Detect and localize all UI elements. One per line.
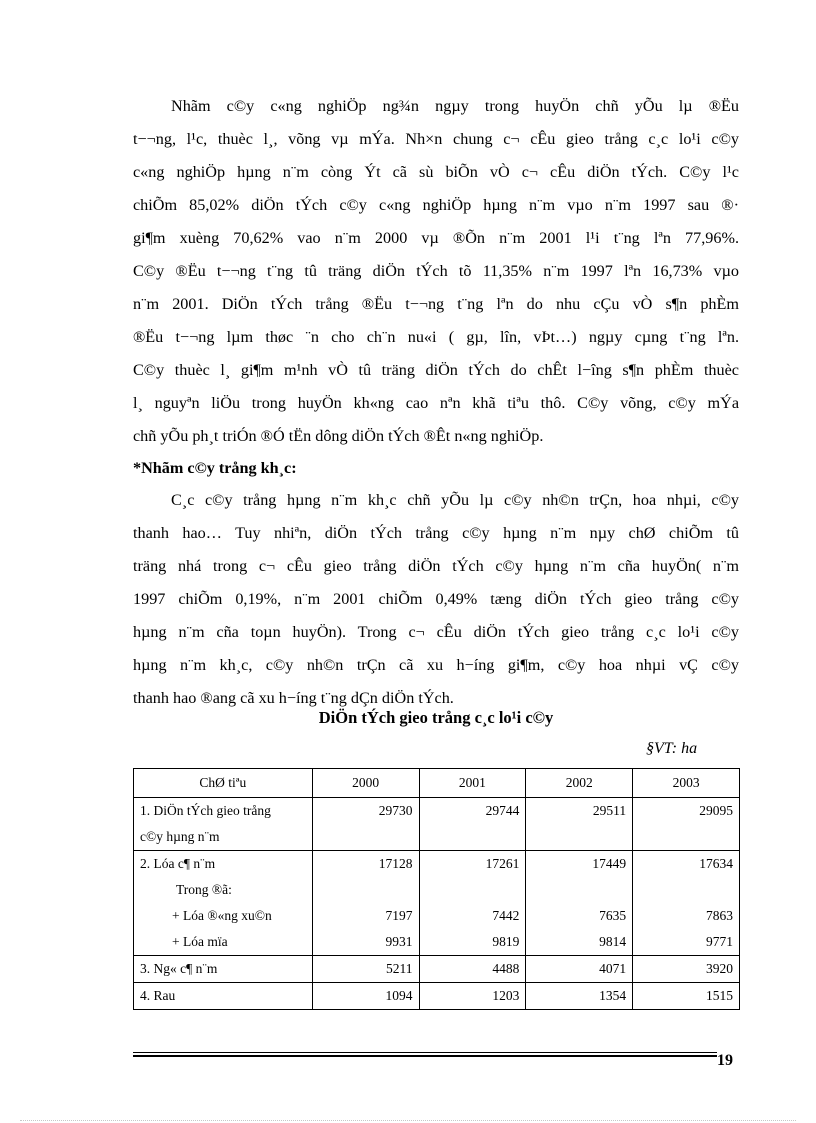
cell-value: 7442	[492, 908, 520, 923]
table-cell: 1354	[526, 983, 633, 1010]
text-line: l¸ nguyªn liÖu trong huyÖn kh«ng cao nªn khã tiªu thô. C©y võng, c©y mÝa	[133, 394, 739, 412]
cell-value: 9819	[492, 934, 520, 949]
table-header-row	[134, 769, 740, 798]
column-header: 2002	[526, 769, 633, 798]
table-cell: 5211	[312, 956, 419, 983]
row-label-line: 1. DiÖn tÝch gieo trång	[140, 803, 271, 818]
cell-value: 17449	[592, 856, 627, 871]
text-line: n¨m 2001. DiÖn tÝch trång ®Ëu t−¬ng t¨ng lªn do nhu cÇu vÒ s¶n phÈm	[133, 295, 739, 313]
table-cell: 29730	[312, 798, 419, 851]
cell-value: 17128	[378, 856, 413, 871]
text-line: C©y thuèc l¸ gi¶m m¹nh vÒ tû träng diÖn tÝch do chÊt l−îng s¶n phÈm thuèc	[133, 361, 739, 379]
text-line: C¸c c©y trång hµng n¨m kh¸c chñ yÕu lµ c©y nh©n trÇn, hoa nhµi, c©y	[171, 491, 739, 509]
table-cell: 1203	[419, 983, 526, 1010]
cell-value: 7635	[599, 908, 627, 923]
text-line: chñ yÕu ph¸t triÓn ®Ó tËn dông diÖn tÝch ®Êt n«ng nghiÖp.	[133, 427, 544, 445]
row-label-line: c©y hµng n¨m	[140, 829, 220, 844]
table-cell	[419, 851, 526, 956]
table-cell: 4488	[419, 956, 526, 983]
cell-value: 7197	[385, 908, 413, 923]
text-line: c«ng nghiÖp hµng n¨m còng Ýt cã sù biÕn vÒ c¬ cÊu diÖn tÝch. C©y l¹c	[133, 163, 739, 181]
table-cell: 4071	[526, 956, 633, 983]
row-label-line: + Lóa ®«ng xu©n	[172, 908, 272, 923]
column-header: 2001	[419, 769, 526, 798]
table-cell: 29744	[419, 798, 526, 851]
section-heading-text: *Nhãm c©y trång kh¸c:	[133, 459, 297, 477]
table-cell: 1515	[633, 983, 740, 1010]
crop-area-table	[133, 768, 740, 1010]
table-cell: 29511	[526, 798, 633, 851]
table-title: DiÖn tÝch gieo trång c¸c lo¹i c©y	[318, 708, 554, 727]
column-header: 2000	[312, 769, 419, 798]
table-cell	[526, 851, 633, 956]
table-unit: §VT: ha	[646, 740, 698, 757]
text-line: chiÕm 85,02% diÖn tÝch c©y c«ng nghiÖp hµng n¨m vµo n¨m 1997 sau ®·	[133, 196, 739, 214]
text-line: gi¶m xuèng 70,62% vao n¨m 2000 vµ ®Õn n¨m 2001 l¹i t¨ng lªn 77,96%.	[133, 229, 739, 247]
table-cell: 3920	[633, 956, 740, 983]
table-cell	[633, 851, 740, 956]
page-number: 19	[717, 1052, 733, 1069]
page-edge-divider	[20, 1120, 796, 1121]
row-label-line: + Lóa mïa	[172, 934, 228, 949]
table-row	[134, 851, 740, 956]
cell-value: 17634	[699, 856, 733, 871]
column-header: 2003	[633, 769, 740, 798]
table-cell: 1094	[312, 983, 419, 1010]
row-label	[134, 798, 313, 851]
row-label	[134, 851, 313, 956]
table-row	[134, 983, 740, 1010]
cell-value: 9771	[706, 934, 733, 949]
text-line: thanh hao ®ang cã xu h−íng t¨ng dÇn diÖn tÝch.	[133, 689, 454, 707]
row-label: 3. Ng« c¶ n¨m	[134, 956, 313, 983]
text-line: ®Ëu t−¬ng lµm thøc ¨n cho ch¨n nu«i ( gµ, lîn, vÞt…) ngµy cµng t¨ng lªn.	[133, 328, 739, 346]
text-line: C©y ®Ëu t−¬ng t¨ng tû träng diÖn tÝch tõ 11,35% n¨m 1997 lªn 16,73% vµo	[133, 262, 739, 280]
table-row	[134, 956, 740, 983]
table-cell: 29095	[633, 798, 740, 851]
row-label-line: Trong ®ã:	[176, 882, 232, 897]
cell-value: 9931	[385, 934, 413, 949]
table-row	[134, 798, 740, 851]
text-line: 1997 chiÕm 0,19%, n¨m 2001 chiÕm 0,49% tæng diÖn tÝch gieo trång c©y	[133, 590, 739, 608]
text-line: Nhãm c©y c«ng nghiÖp ng¾n ngµy trong huyÖn chñ yÕu lµ ®Ëu	[171, 97, 739, 115]
row-label-line: 2. Lóa c¶ n¨m	[140, 856, 216, 871]
cell-value: 9814	[599, 934, 627, 949]
column-header: ChØ tiªu	[134, 769, 313, 798]
footer-rule	[133, 1055, 717, 1057]
cell-value: 17261	[485, 856, 520, 871]
row-label: 4. Rau	[134, 983, 313, 1010]
table-cell	[312, 851, 419, 956]
text-line: t−¬ng, l¹c, thuèc l¸, võng vµ mÝa. Nh×n chung c¬ cÊu gieo trång c¸c lo¹i c©y	[133, 130, 739, 148]
text-line: hµng n¨m kh¸c, c©y nh©n trÇn cã xu h−íng gi¶m, c©y hoa nhµi vÇ c©y	[133, 656, 739, 674]
footer-rule	[133, 1052, 717, 1053]
text-line: träng nhá trong c¬ cÊu gieo trång diÖn tÝch c©y hµng n¨m cña huyÖn( n¨m	[133, 557, 739, 575]
text-line: hµng n¨m cña toµn huyÖn). Trong c¬ cÊu diÖn tÝch gieo trång c¸c lo¹i c©y	[133, 623, 739, 641]
cell-value: 7863	[706, 908, 733, 923]
text-line: thanh hao… Tuy nhiªn, diÖn tÝch trång c©y hµng n¨m nµy chØ chiÕm tû	[133, 524, 739, 542]
